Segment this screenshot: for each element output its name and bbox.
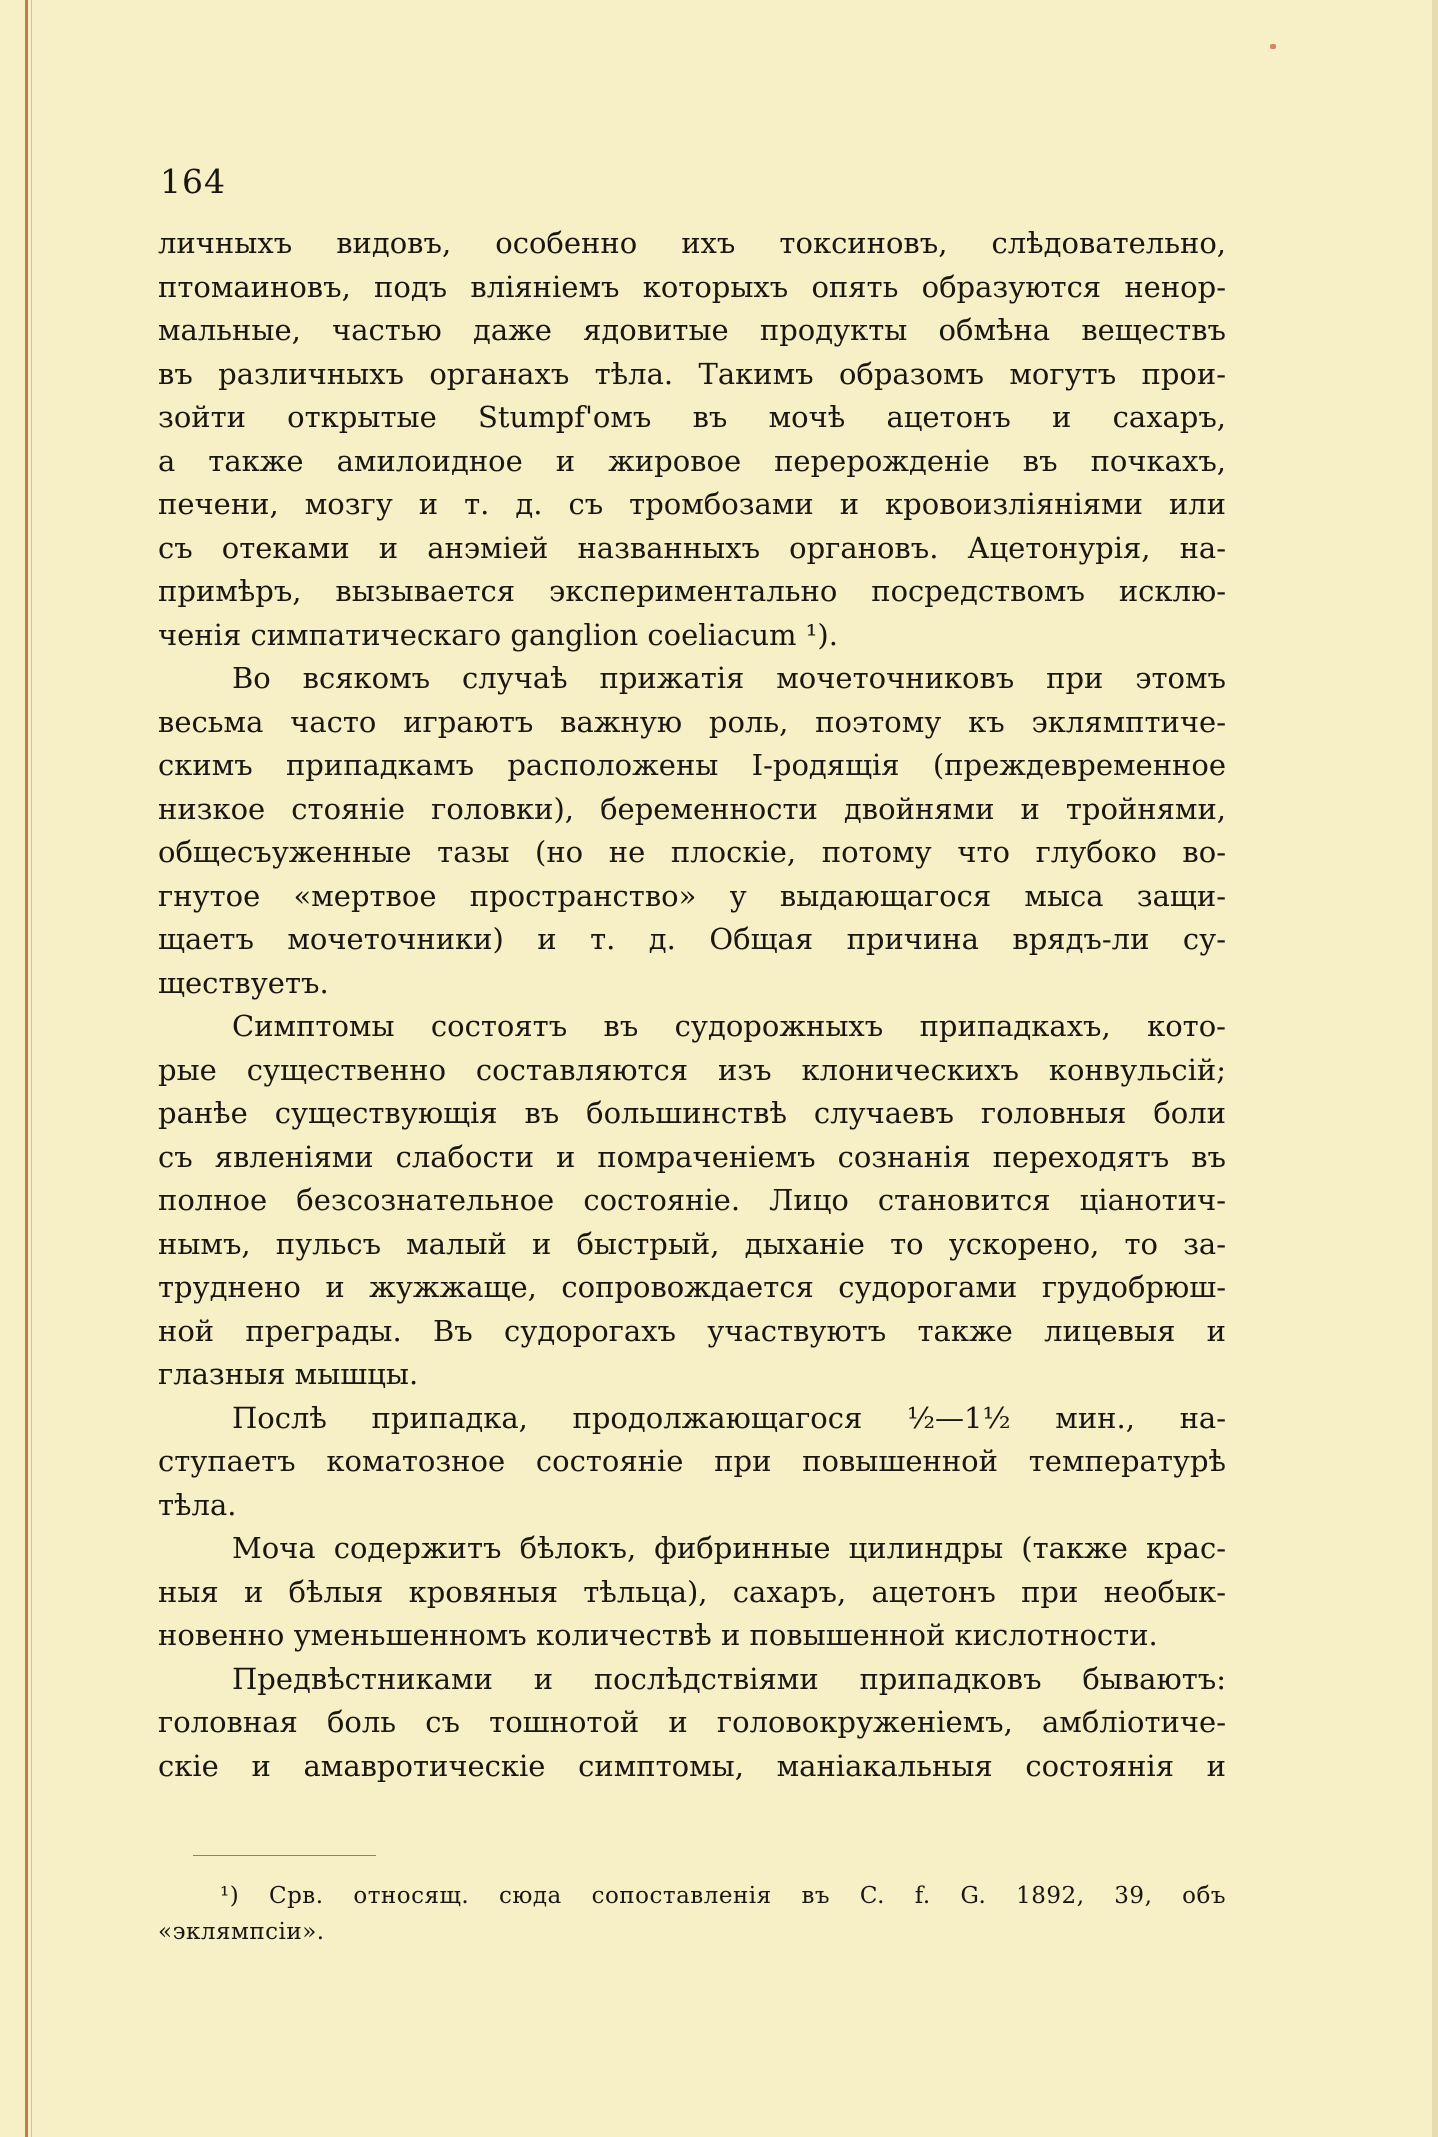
page-edge: [25, 0, 28, 2137]
text-line: въ различныхъ органахъ тѣла. Такимъ образомъ могутъ прои-: [158, 356, 1226, 391]
text-line: мальные, частью даже ядовитые продукты обмѣна веществъ: [158, 313, 1226, 347]
text-line: рые существенно составляются изъ клоническихъ конвульсій;: [158, 1052, 1226, 1087]
text-line: скіе и амавротическіе симптомы, маніакальныя состоянія и: [158, 1748, 1226, 1783]
text-line: ной преграды. Въ судорогахъ участвуютъ также лицевыя и: [158, 1313, 1226, 1348]
text-line: а также амилоидное и жировое перерожденіе въ почкахъ,: [158, 443, 1226, 478]
text-line: новенно уменьшенномъ количествѣ и повышенной кислотности.: [158, 1618, 1158, 1652]
text-line: ществуетъ.: [158, 965, 329, 1000]
text-line: ныя и бѣлыя кровяныя тѣльца), сахаръ, ацетонъ при необык-: [158, 1574, 1226, 1609]
footnote-line: ¹) Срв. относящ. сюда сопоставленія въ C. f. G. 1892, 39, объ: [220, 1883, 1226, 1909]
page-number: 164: [160, 162, 226, 201]
text-line: Симптомы состоятъ въ судорожныхъ припадкахъ, кото-: [232, 1009, 1226, 1043]
ink-speck: [1270, 44, 1276, 49]
footnote-rule: [193, 1855, 376, 1856]
text-line: ченія симпатическаго ganglion coeliacum ¹).: [158, 617, 838, 652]
text-line: Предвѣстниками и послѣдствіями припадковъ бываютъ:: [232, 1661, 1226, 1696]
text-line: зойти открытые Stumpf'омъ въ мочѣ ацетонъ и сахаръ,: [158, 400, 1226, 434]
text-line: ранѣе существующія въ большинствѣ случаевъ головныя боли: [158, 1096, 1226, 1130]
text-line: съ отеками и анэміей названныхъ органовъ. Ацетонурія, на-: [158, 530, 1226, 565]
text-line: личныхъ видовъ, особенно ихъ токсиновъ, слѣдовательно,: [158, 226, 1226, 260]
page-edge-right: [1432, 0, 1438, 2137]
text-line: общесъуженные тазы (но не плоскіе, потому что глубоко во-: [158, 835, 1226, 869]
text-line: труднено и жужжаще, сопровождается судорогами грудобрюш-: [158, 1270, 1226, 1304]
text-line: скимъ припадкамъ расположены I-родящія (преждевременное: [158, 748, 1226, 782]
text-line: весьма часто играютъ важную роль, поэтому къ эклямптиче-: [158, 704, 1226, 739]
text-line: печени, мозгу и т. д. съ тромбозами и кровоизліяніями или: [158, 487, 1226, 521]
text-line: Моча содержитъ бѣлокъ, фибринные цилиндры (также крас-: [232, 1531, 1226, 1565]
text-line: тѣла.: [158, 1487, 237, 1522]
footnote-line: «эклямпсіи».: [158, 1919, 325, 1945]
text-line: гнутое «мертвое пространство» у выдающагося мыса защи-: [158, 878, 1226, 913]
text-line: низкое стояніе головки), беременности двойнями и тройнями,: [158, 791, 1226, 826]
text-line: птомаиновъ, подъ вліяніемъ которыхъ опять образуются ненор-: [158, 269, 1226, 304]
text-line: щаетъ мочеточники) и т. д. Общая причина врядъ-ли су-: [158, 922, 1226, 956]
text-line: нымъ, пульсъ малый и быстрый, дыханіе то ускорено, то за-: [158, 1226, 1226, 1261]
text-line: Послѣ припадка, продолжающагося ½—1½ мин., на-: [232, 1400, 1226, 1435]
text-line: головная боль съ тошнотой и головокруженіемъ, амбліотиче-: [158, 1705, 1226, 1739]
text-line: примѣръ, вызывается экспериментально посредствомъ исклю-: [158, 574, 1226, 608]
footnote: [158, 1878, 1226, 1950]
text-line: ступаетъ коматозное состояніе при повышенной температурѣ: [158, 1444, 1226, 1478]
text-line: Во всякомъ случаѣ прижатія мочеточниковъ при этомъ: [232, 661, 1226, 695]
text-line: полное безсознательное состояніе. Лицо становится ціанотич-: [158, 1183, 1226, 1217]
text-line: глазныя мышцы.: [158, 1357, 419, 1391]
body-text: [158, 222, 1226, 1788]
page-edge-line: [31, 0, 32, 2137]
text-line: съ явленіями слабости и помраченіемъ сознанія переходятъ въ: [158, 1139, 1226, 1174]
